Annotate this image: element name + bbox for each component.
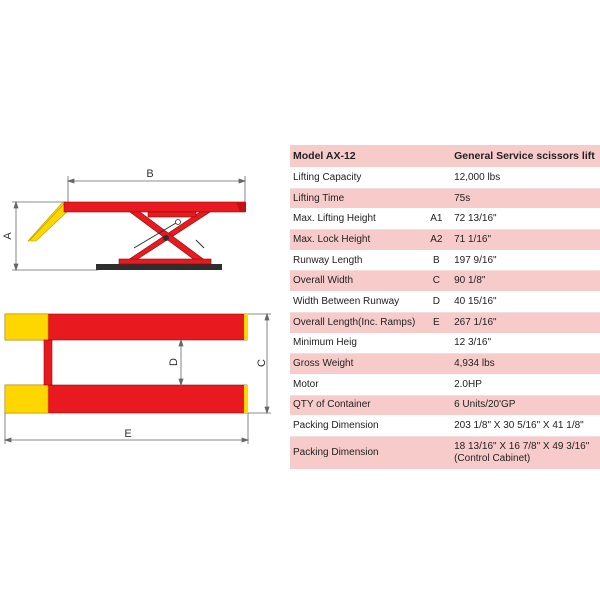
spec-label: Overall Width xyxy=(290,271,421,292)
spec-label: Packing Dimension xyxy=(290,416,421,437)
spec-row xyxy=(290,188,600,209)
spec-label: Lifting Time xyxy=(290,188,421,209)
spec-row xyxy=(290,292,600,313)
scissor-pivot xyxy=(163,235,169,241)
spec-label: Max. Lifting Height xyxy=(290,209,421,230)
spec-table xyxy=(290,145,600,470)
dim-label-c: C xyxy=(256,359,268,367)
spec-value: 197 9/16" xyxy=(451,250,600,271)
spec-value: 6 Units/20'GP xyxy=(451,395,600,416)
spec-code: A2 xyxy=(421,230,452,251)
spec-code: D xyxy=(421,292,452,313)
spec-code xyxy=(421,436,452,469)
spec-code: B xyxy=(421,250,452,271)
spec-code: A1 xyxy=(421,209,452,230)
spec-code: C xyxy=(421,271,452,292)
product-title: General Service scissors lift xyxy=(451,145,600,168)
dim-b-line xyxy=(68,176,245,202)
spec-label: Motor xyxy=(290,374,421,395)
spec-value: 72 13/16" xyxy=(451,209,600,230)
top-crossbar xyxy=(44,340,52,385)
spec-code xyxy=(421,168,452,189)
spec-row xyxy=(290,209,600,230)
spec-value: 40 15/16" xyxy=(451,292,600,313)
spec-label: Max. Lock Height xyxy=(290,230,421,251)
spec-label: Overall Length(Inc. Ramps) xyxy=(290,312,421,333)
spec-value: 267 1/16" xyxy=(451,312,600,333)
spec-row xyxy=(290,168,600,189)
top-ramp-lower-right xyxy=(244,385,248,413)
spec-row xyxy=(290,354,600,375)
dim-label-a: A xyxy=(2,232,14,240)
lift-drawings xyxy=(0,0,290,600)
spec-value-multiline xyxy=(451,436,600,469)
spec-label: QTY of Container xyxy=(290,395,421,416)
spec-row xyxy=(290,250,600,271)
side-base-plate xyxy=(96,264,222,270)
spec-row xyxy=(290,395,600,416)
spec-label: Width Between Runway xyxy=(290,292,421,313)
top-view-drawing xyxy=(5,314,271,444)
spec-label: Packing Dimension xyxy=(290,436,421,469)
spec-label: Runway Length xyxy=(290,250,421,271)
top-ramp-lower-left xyxy=(5,385,48,413)
model-title: Model AX-12 xyxy=(290,145,451,168)
top-ramp-upper-right xyxy=(244,314,248,340)
spec-row xyxy=(290,333,600,354)
spec-row xyxy=(290,312,600,333)
spec-label: Lifting Capacity xyxy=(290,168,421,189)
spec-value: 75s xyxy=(451,188,600,209)
spec-code xyxy=(421,395,452,416)
spec-value-note: (Control Cabinet) xyxy=(454,452,531,464)
spec-label: Minimum Heig xyxy=(290,333,421,354)
spec-value: 71 1/16" xyxy=(451,230,600,251)
spec-value: 18 13/16" X 16 7/8" X 49 3/16" xyxy=(454,440,590,452)
spec-value: 12,000 lbs xyxy=(451,168,600,189)
spec-value: 12 3/16" xyxy=(451,333,600,354)
spec-code xyxy=(421,333,452,354)
spec-value: 203 1/8" X 30 5/16" X 41 1/8" xyxy=(451,416,600,437)
side-view-drawing xyxy=(2,168,246,270)
spec-value: 4,934 lbs xyxy=(451,354,600,375)
spec-row xyxy=(290,230,600,251)
dim-label-e: E xyxy=(124,428,132,440)
spec-code xyxy=(421,188,452,209)
dim-label-b: B xyxy=(146,168,154,180)
spec-code xyxy=(421,416,452,437)
spec-row xyxy=(290,416,600,437)
dim-label-d: D xyxy=(168,358,180,366)
spec-value: 90 1/8" xyxy=(451,271,600,292)
spec-value: 2.0HP xyxy=(451,374,600,395)
spec-row xyxy=(290,374,600,395)
spec-code: E xyxy=(421,312,452,333)
spec-code xyxy=(421,354,452,375)
spec-row xyxy=(290,271,600,292)
spec-label: Gross Weight xyxy=(290,354,421,375)
spec-row xyxy=(290,436,600,469)
spec-table-header xyxy=(290,145,600,168)
side-runway xyxy=(64,202,245,212)
spec-code xyxy=(421,374,452,395)
top-ramp-upper-left xyxy=(5,314,48,340)
